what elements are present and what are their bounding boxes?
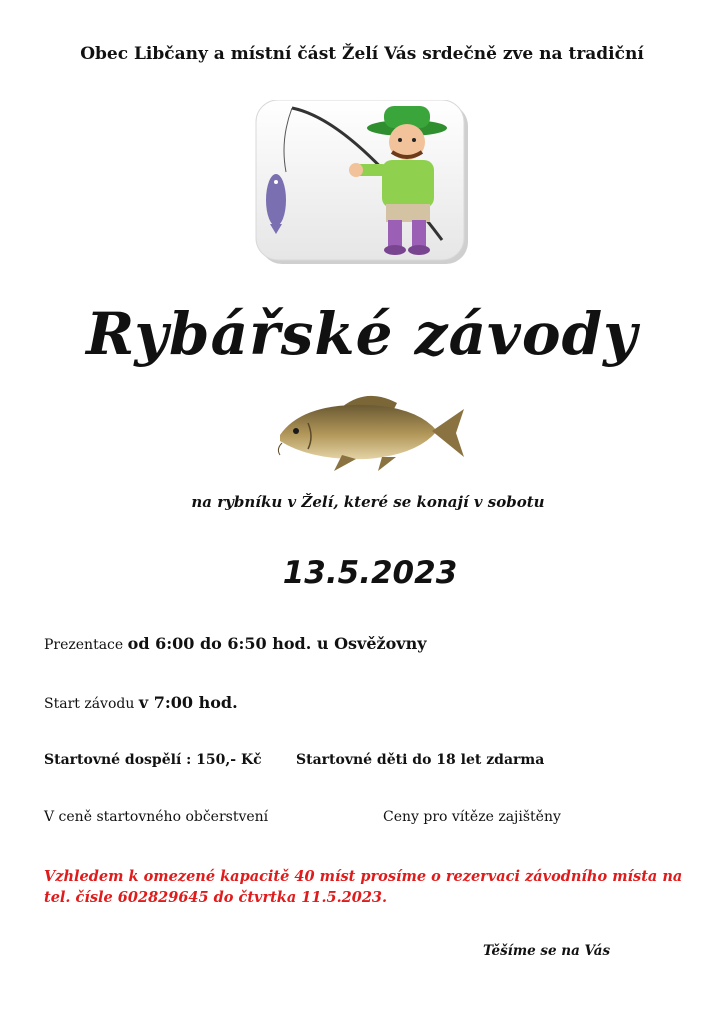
refreshment-note: V ceně startovného občerstvení xyxy=(44,809,269,825)
prizes-note: Ceny pro vítěze zajištěny xyxy=(383,809,561,825)
reservation-notice: Vzhledem k omezené kapacitě 40 míst prosíme o rezervaci závodního místa na tel. čísle 602829645 do čtvrtka 11.5.2023. xyxy=(44,868,683,906)
fisherman-illustration xyxy=(252,100,472,270)
start-value: v 7:00 hod. xyxy=(138,693,238,712)
event-title: Rybářské závody xyxy=(86,300,638,368)
start-line xyxy=(44,693,238,712)
venue-line: na rybníku v Želí, které se konají v sobotu xyxy=(191,493,545,511)
invitation-intro: Obec Libčany a místní část Želí Vás srdečně zve na tradiční xyxy=(80,44,644,64)
carp-illustration xyxy=(272,385,467,475)
registration-line xyxy=(44,634,427,653)
start-label: Start závodu xyxy=(44,696,135,712)
event-date: 13.5.2023 xyxy=(282,555,458,591)
registration-value: od 6:00 do 6:50 hod. u Osvěžovny xyxy=(127,634,427,653)
registration-label: Prezentace xyxy=(44,637,124,653)
closing-signoff: Těšíme se na Vás xyxy=(483,943,611,959)
children-fee: Startovné děti do 18 let zdarma xyxy=(296,752,545,768)
adult-fee: Startovné dospělí : 150,- Kč xyxy=(44,752,262,768)
